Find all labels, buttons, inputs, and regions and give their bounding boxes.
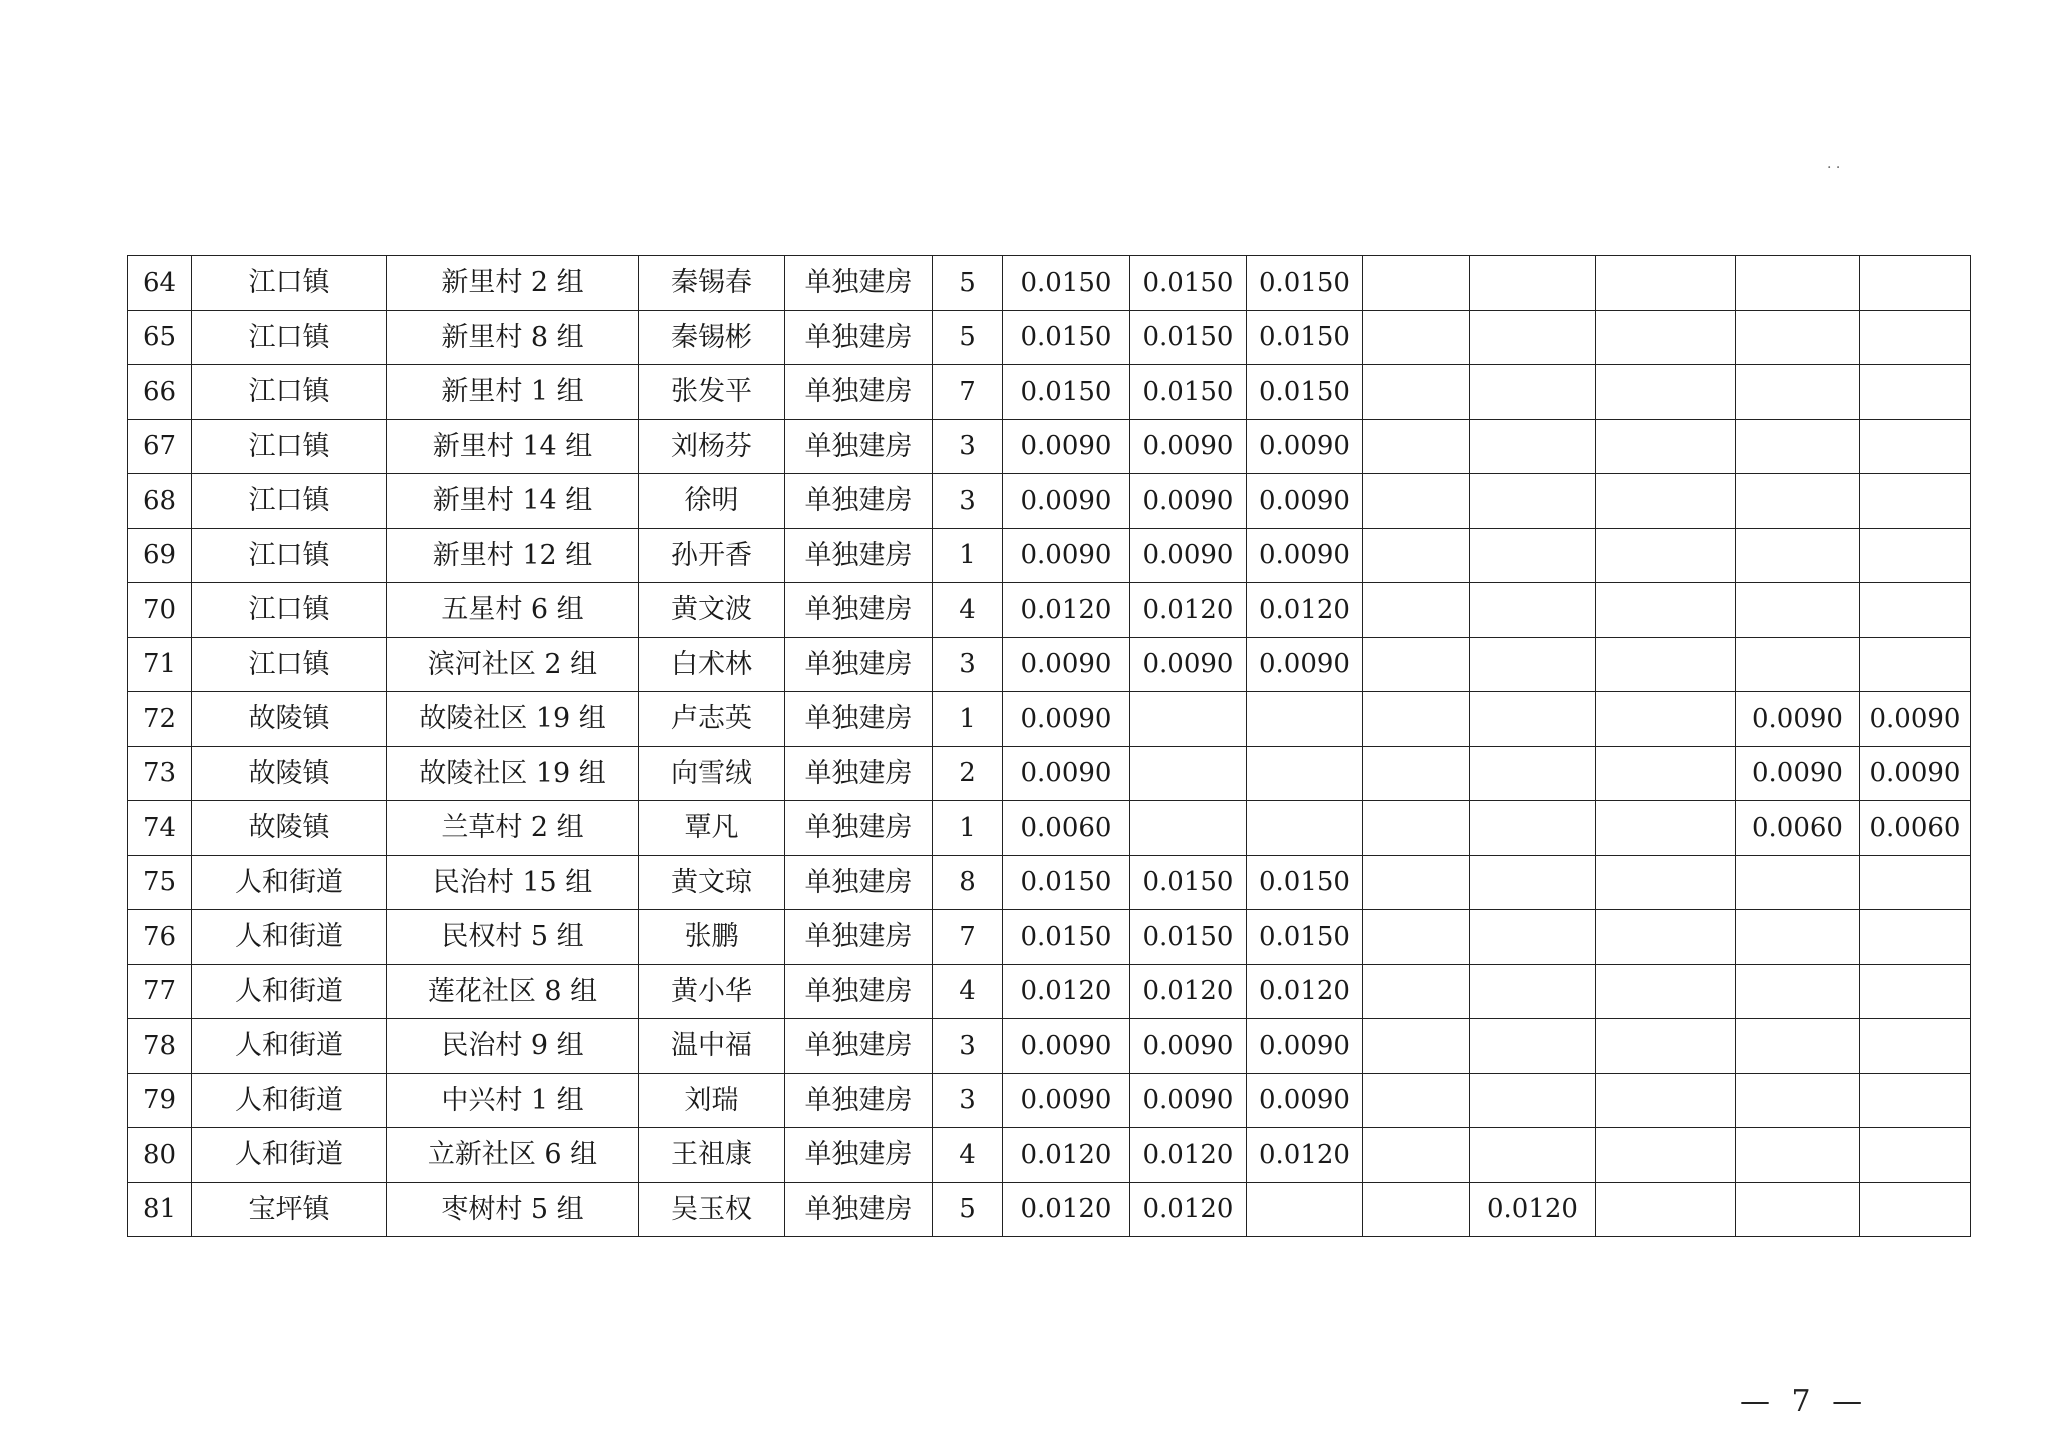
village-cell: 民治村 15 组 <box>387 855 639 910</box>
area-col-6-cell <box>1596 855 1736 910</box>
owner-name-cell: 覃凡 <box>639 801 785 856</box>
row-number: 70 <box>128 583 192 638</box>
row-number: 66 <box>128 365 192 420</box>
area-col-8-cell <box>1860 1182 1971 1237</box>
area-col-2-cell: 0.0090 <box>1130 1019 1247 1074</box>
owner-name-cell: 刘瑞 <box>639 1073 785 1128</box>
area-col-6-cell <box>1596 583 1736 638</box>
village-cell: 故陵社区 19 组 <box>387 746 639 801</box>
area-col-5-cell <box>1470 419 1596 474</box>
area-col-8-cell <box>1860 910 1971 965</box>
area-col-6-cell <box>1596 746 1736 801</box>
area-col-6-cell <box>1596 1019 1736 1074</box>
town-cell: 江口镇 <box>192 310 387 365</box>
owner-name-cell: 卢志英 <box>639 692 785 747</box>
table-row <box>128 855 1971 910</box>
table-row <box>128 474 1971 529</box>
town-cell: 故陵镇 <box>192 801 387 856</box>
area-col-7-cell <box>1736 1182 1860 1237</box>
area-col-5-cell <box>1470 365 1596 420</box>
town-cell: 故陵镇 <box>192 692 387 747</box>
household-count-cell: 1 <box>933 801 1003 856</box>
area-col-7-cell <box>1736 964 1860 1019</box>
village-cell: 新里村 8 组 <box>387 310 639 365</box>
area-col-4-cell <box>1363 1019 1470 1074</box>
town-cell: 人和街道 <box>192 964 387 1019</box>
area-cell: 0.0090 <box>1003 637 1130 692</box>
table-body <box>128 256 1971 1237</box>
area-col-3-cell: 0.0120 <box>1247 583 1363 638</box>
area-col-6-cell <box>1596 1182 1736 1237</box>
area-col-2-cell: 0.0120 <box>1130 964 1247 1019</box>
area-col-7-cell: 0.0090 <box>1736 692 1860 747</box>
area-col-3-cell <box>1247 746 1363 801</box>
area-col-6-cell <box>1596 419 1736 474</box>
table-row <box>128 801 1971 856</box>
owner-name-cell: 温中福 <box>639 1019 785 1074</box>
construction-type-cell: 单独建房 <box>785 855 933 910</box>
town-cell: 江口镇 <box>192 583 387 638</box>
area-col-7-cell <box>1736 637 1860 692</box>
area-col-3-cell: 0.0090 <box>1247 1073 1363 1128</box>
village-cell: 新里村 1 组 <box>387 365 639 420</box>
area-col-7-cell <box>1736 256 1860 311</box>
village-cell: 新里村 14 组 <box>387 474 639 529</box>
area-col-8-cell <box>1860 528 1971 583</box>
area-col-6-cell <box>1596 1073 1736 1128</box>
area-col-7-cell <box>1736 310 1860 365</box>
area-cell: 0.0060 <box>1003 801 1130 856</box>
town-cell: 江口镇 <box>192 474 387 529</box>
area-col-2-cell: 0.0120 <box>1130 1182 1247 1237</box>
owner-name-cell: 王祖康 <box>639 1128 785 1183</box>
town-cell: 人和街道 <box>192 1128 387 1183</box>
area-col-2-cell: 0.0090 <box>1130 1073 1247 1128</box>
construction-type-cell: 单独建房 <box>785 365 933 420</box>
area-col-2-cell: 0.0090 <box>1130 419 1247 474</box>
area-cell: 0.0150 <box>1003 855 1130 910</box>
area-col-7-cell <box>1736 855 1860 910</box>
area-col-4-cell <box>1363 419 1470 474</box>
table-row <box>128 1073 1971 1128</box>
area-cell: 0.0150 <box>1003 256 1130 311</box>
area-col-8-cell <box>1860 1073 1971 1128</box>
area-col-5-cell <box>1470 692 1596 747</box>
owner-name-cell: 向雪绒 <box>639 746 785 801</box>
area-col-8-cell <box>1860 310 1971 365</box>
area-col-2-cell: 0.0150 <box>1130 256 1247 311</box>
town-cell: 江口镇 <box>192 528 387 583</box>
area-col-4-cell <box>1363 583 1470 638</box>
area-cell: 0.0150 <box>1003 365 1130 420</box>
household-count-cell: 1 <box>933 528 1003 583</box>
household-count-cell: 4 <box>933 964 1003 1019</box>
area-col-3-cell: 0.0120 <box>1247 964 1363 1019</box>
area-col-8-cell <box>1860 583 1971 638</box>
household-count-cell: 7 <box>933 910 1003 965</box>
village-cell: 莲花社区 8 组 <box>387 964 639 1019</box>
area-col-3-cell: 0.0150 <box>1247 855 1363 910</box>
area-cell: 0.0150 <box>1003 310 1130 365</box>
row-number: 71 <box>128 637 192 692</box>
household-count-cell: 7 <box>933 365 1003 420</box>
row-number: 77 <box>128 964 192 1019</box>
village-cell: 故陵社区 19 组 <box>387 692 639 747</box>
area-col-4-cell <box>1363 637 1470 692</box>
village-cell: 兰草村 2 组 <box>387 801 639 856</box>
owner-name-cell: 徐明 <box>639 474 785 529</box>
town-cell: 人和街道 <box>192 910 387 965</box>
table-row <box>128 910 1971 965</box>
area-cell: 0.0090 <box>1003 474 1130 529</box>
owner-name-cell: 刘杨芬 <box>639 419 785 474</box>
area-col-3-cell: 0.0150 <box>1247 910 1363 965</box>
household-count-cell: 4 <box>933 583 1003 638</box>
area-col-6-cell <box>1596 310 1736 365</box>
construction-type-cell: 单独建房 <box>785 1182 933 1237</box>
village-cell: 新里村 12 组 <box>387 528 639 583</box>
village-cell: 新里村 2 组 <box>387 256 639 311</box>
area-col-3-cell: 0.0120 <box>1247 1128 1363 1183</box>
table-row <box>128 1128 1971 1183</box>
owner-name-cell: 黄文波 <box>639 583 785 638</box>
area-cell: 0.0120 <box>1003 583 1130 638</box>
page-number: — 7 — <box>1740 1384 1869 1419</box>
table-row <box>128 583 1971 638</box>
owner-name-cell: 秦锡彬 <box>639 310 785 365</box>
row-number: 72 <box>128 692 192 747</box>
area-col-2-cell: 0.0120 <box>1130 1128 1247 1183</box>
table-row <box>128 637 1971 692</box>
area-cell: 0.0120 <box>1003 1182 1130 1237</box>
area-col-2-cell: 0.0090 <box>1130 528 1247 583</box>
area-col-3-cell: 0.0090 <box>1247 1019 1363 1074</box>
household-count-cell: 4 <box>933 1128 1003 1183</box>
area-col-4-cell <box>1363 310 1470 365</box>
area-col-7-cell <box>1736 419 1860 474</box>
area-col-2-cell: 0.0090 <box>1130 474 1247 529</box>
area-col-6-cell <box>1596 964 1736 1019</box>
table-row <box>128 964 1971 1019</box>
table-row <box>128 365 1971 420</box>
construction-type-cell: 单独建房 <box>785 1019 933 1074</box>
construction-type-cell: 单独建房 <box>785 964 933 1019</box>
household-count-cell: 5 <box>933 256 1003 311</box>
area-col-2-cell <box>1130 801 1247 856</box>
area-col-4-cell <box>1363 692 1470 747</box>
area-col-5-cell <box>1470 637 1596 692</box>
owner-name-cell: 白术林 <box>639 637 785 692</box>
row-number: 81 <box>128 1182 192 1237</box>
village-cell: 民权村 5 组 <box>387 910 639 965</box>
area-col-6-cell <box>1596 528 1736 583</box>
area-col-8-cell <box>1860 855 1971 910</box>
row-number: 73 <box>128 746 192 801</box>
table-row <box>128 310 1971 365</box>
area-col-4-cell <box>1363 910 1470 965</box>
area-col-5-cell <box>1470 855 1596 910</box>
town-cell: 人和街道 <box>192 1073 387 1128</box>
row-number: 74 <box>128 801 192 856</box>
construction-type-cell: 单独建房 <box>785 256 933 311</box>
area-col-5-cell <box>1470 801 1596 856</box>
owner-name-cell: 黄文琼 <box>639 855 785 910</box>
village-cell: 民治村 9 组 <box>387 1019 639 1074</box>
construction-type-cell: 单独建房 <box>785 528 933 583</box>
area-col-2-cell: 0.0150 <box>1130 310 1247 365</box>
area-col-7-cell <box>1736 474 1860 529</box>
row-number: 67 <box>128 419 192 474</box>
area-col-3-cell: 0.0150 <box>1247 365 1363 420</box>
construction-type-cell: 单独建房 <box>785 746 933 801</box>
area-col-4-cell <box>1363 855 1470 910</box>
area-col-8-cell <box>1860 637 1971 692</box>
area-col-5-cell <box>1470 1019 1596 1074</box>
area-col-4-cell <box>1363 1073 1470 1128</box>
table-row <box>128 1019 1971 1074</box>
town-cell: 江口镇 <box>192 256 387 311</box>
area-col-2-cell <box>1130 692 1247 747</box>
area-col-3-cell <box>1247 801 1363 856</box>
construction-type-cell: 单独建房 <box>785 637 933 692</box>
household-count-cell: 1 <box>933 692 1003 747</box>
area-col-7-cell <box>1736 1128 1860 1183</box>
area-cell: 0.0090 <box>1003 1019 1130 1074</box>
area-col-7-cell <box>1736 910 1860 965</box>
town-cell: 江口镇 <box>192 637 387 692</box>
area-col-4-cell <box>1363 1128 1470 1183</box>
area-col-3-cell: 0.0090 <box>1247 474 1363 529</box>
construction-type-cell: 单独建房 <box>785 801 933 856</box>
area-col-5-cell <box>1470 528 1596 583</box>
town-cell: 江口镇 <box>192 365 387 420</box>
area-cell: 0.0150 <box>1003 910 1130 965</box>
area-cell: 0.0090 <box>1003 528 1130 583</box>
area-col-7-cell <box>1736 583 1860 638</box>
town-cell: 故陵镇 <box>192 746 387 801</box>
household-count-cell: 3 <box>933 1073 1003 1128</box>
area-col-2-cell: 0.0150 <box>1130 855 1247 910</box>
construction-type-cell: 单独建房 <box>785 910 933 965</box>
row-number: 78 <box>128 1019 192 1074</box>
owner-name-cell: 吴玉权 <box>639 1182 785 1237</box>
construction-type-cell: 单独建房 <box>785 474 933 529</box>
table-row <box>128 419 1971 474</box>
area-cell: 0.0090 <box>1003 1073 1130 1128</box>
construction-type-cell: 单独建房 <box>785 310 933 365</box>
area-col-8-cell: 0.0090 <box>1860 692 1971 747</box>
area-col-8-cell <box>1860 256 1971 311</box>
household-count-cell: 3 <box>933 419 1003 474</box>
area-col-8-cell: 0.0060 <box>1860 801 1971 856</box>
area-col-7-cell: 0.0090 <box>1736 746 1860 801</box>
area-col-4-cell <box>1363 801 1470 856</box>
area-col-7-cell <box>1736 365 1860 420</box>
area-col-5-cell <box>1470 256 1596 311</box>
area-col-4-cell <box>1363 474 1470 529</box>
construction-type-cell: 单独建房 <box>785 583 933 638</box>
area-col-5-cell <box>1470 1128 1596 1183</box>
area-col-6-cell <box>1596 474 1736 529</box>
owner-name-cell: 黄小华 <box>639 964 785 1019</box>
table-row <box>128 692 1971 747</box>
village-cell: 立新社区 6 组 <box>387 1128 639 1183</box>
area-col-7-cell <box>1736 1019 1860 1074</box>
row-number: 76 <box>128 910 192 965</box>
household-count-cell: 5 <box>933 1182 1003 1237</box>
row-number: 75 <box>128 855 192 910</box>
area-col-4-cell <box>1363 746 1470 801</box>
row-number: 64 <box>128 256 192 311</box>
area-cell: 0.0120 <box>1003 1128 1130 1183</box>
village-cell: 滨河社区 2 组 <box>387 637 639 692</box>
table-row <box>128 1182 1971 1237</box>
area-col-6-cell <box>1596 1128 1736 1183</box>
owner-name-cell: 张发平 <box>639 365 785 420</box>
household-count-cell: 5 <box>933 310 1003 365</box>
area-cell: 0.0090 <box>1003 746 1130 801</box>
area-col-2-cell: 0.0120 <box>1130 583 1247 638</box>
owner-name-cell: 孙开香 <box>639 528 785 583</box>
area-col-4-cell <box>1363 256 1470 311</box>
area-col-8-cell <box>1860 1019 1971 1074</box>
area-col-4-cell <box>1363 1182 1470 1237</box>
land-use-table <box>127 255 1971 1237</box>
area-col-3-cell: 0.0090 <box>1247 637 1363 692</box>
village-cell: 五星村 6 组 <box>387 583 639 638</box>
row-number: 79 <box>128 1073 192 1128</box>
owner-name-cell: 张鹏 <box>639 910 785 965</box>
area-col-6-cell <box>1596 637 1736 692</box>
village-cell: 中兴村 1 组 <box>387 1073 639 1128</box>
area-col-2-cell <box>1130 746 1247 801</box>
area-col-5-cell <box>1470 964 1596 1019</box>
row-number: 68 <box>128 474 192 529</box>
construction-type-cell: 单独建房 <box>785 1128 933 1183</box>
household-count-cell: 3 <box>933 1019 1003 1074</box>
town-cell: 人和街道 <box>192 855 387 910</box>
area-col-5-cell <box>1470 583 1596 638</box>
area-col-7-cell: 0.0060 <box>1736 801 1860 856</box>
area-col-2-cell: 0.0090 <box>1130 637 1247 692</box>
area-col-4-cell <box>1363 528 1470 583</box>
household-count-cell: 3 <box>933 637 1003 692</box>
area-col-6-cell <box>1596 256 1736 311</box>
household-count-cell: 8 <box>933 855 1003 910</box>
owner-name-cell: 秦锡春 <box>639 256 785 311</box>
village-cell: 枣树村 5 组 <box>387 1182 639 1237</box>
area-cell: 0.0090 <box>1003 692 1130 747</box>
area-cell: 0.0090 <box>1003 419 1130 474</box>
area-col-2-cell: 0.0150 <box>1130 910 1247 965</box>
area-col-5-cell <box>1470 1073 1596 1128</box>
area-col-3-cell <box>1247 692 1363 747</box>
area-col-5-cell <box>1470 910 1596 965</box>
table-row <box>128 746 1971 801</box>
area-col-2-cell: 0.0150 <box>1130 365 1247 420</box>
area-col-5-cell <box>1470 310 1596 365</box>
area-col-5-cell: 0.0120 <box>1470 1182 1596 1237</box>
construction-type-cell: 单独建房 <box>785 419 933 474</box>
area-col-3-cell: 0.0090 <box>1247 419 1363 474</box>
area-col-6-cell <box>1596 692 1736 747</box>
area-col-4-cell <box>1363 365 1470 420</box>
area-col-5-cell <box>1470 746 1596 801</box>
area-col-7-cell <box>1736 528 1860 583</box>
household-count-cell: 3 <box>933 474 1003 529</box>
row-number: 80 <box>128 1128 192 1183</box>
area-col-4-cell <box>1363 964 1470 1019</box>
area-col-8-cell <box>1860 964 1971 1019</box>
area-col-6-cell <box>1596 365 1736 420</box>
area-col-8-cell <box>1860 1128 1971 1183</box>
row-number: 65 <box>128 310 192 365</box>
table-row <box>128 256 1971 311</box>
area-col-6-cell <box>1596 910 1736 965</box>
area-col-3-cell: 0.0090 <box>1247 528 1363 583</box>
area-col-8-cell: 0.0090 <box>1860 746 1971 801</box>
area-col-8-cell <box>1860 474 1971 529</box>
table-row <box>128 528 1971 583</box>
village-cell: 新里村 14 组 <box>387 419 639 474</box>
area-col-6-cell <box>1596 801 1736 856</box>
row-number: 69 <box>128 528 192 583</box>
scan-specks: · · <box>1827 160 1841 176</box>
household-count-cell: 2 <box>933 746 1003 801</box>
town-cell: 宝坪镇 <box>192 1182 387 1237</box>
town-cell: 江口镇 <box>192 419 387 474</box>
area-col-7-cell <box>1736 1073 1860 1128</box>
construction-type-cell: 单独建房 <box>785 692 933 747</box>
area-col-3-cell <box>1247 1182 1363 1237</box>
town-cell: 人和街道 <box>192 1019 387 1074</box>
area-col-3-cell: 0.0150 <box>1247 256 1363 311</box>
construction-type-cell: 单独建房 <box>785 1073 933 1128</box>
area-col-3-cell: 0.0150 <box>1247 310 1363 365</box>
area-col-5-cell <box>1470 474 1596 529</box>
area-cell: 0.0120 <box>1003 964 1130 1019</box>
area-col-8-cell <box>1860 419 1971 474</box>
area-col-8-cell <box>1860 365 1971 420</box>
